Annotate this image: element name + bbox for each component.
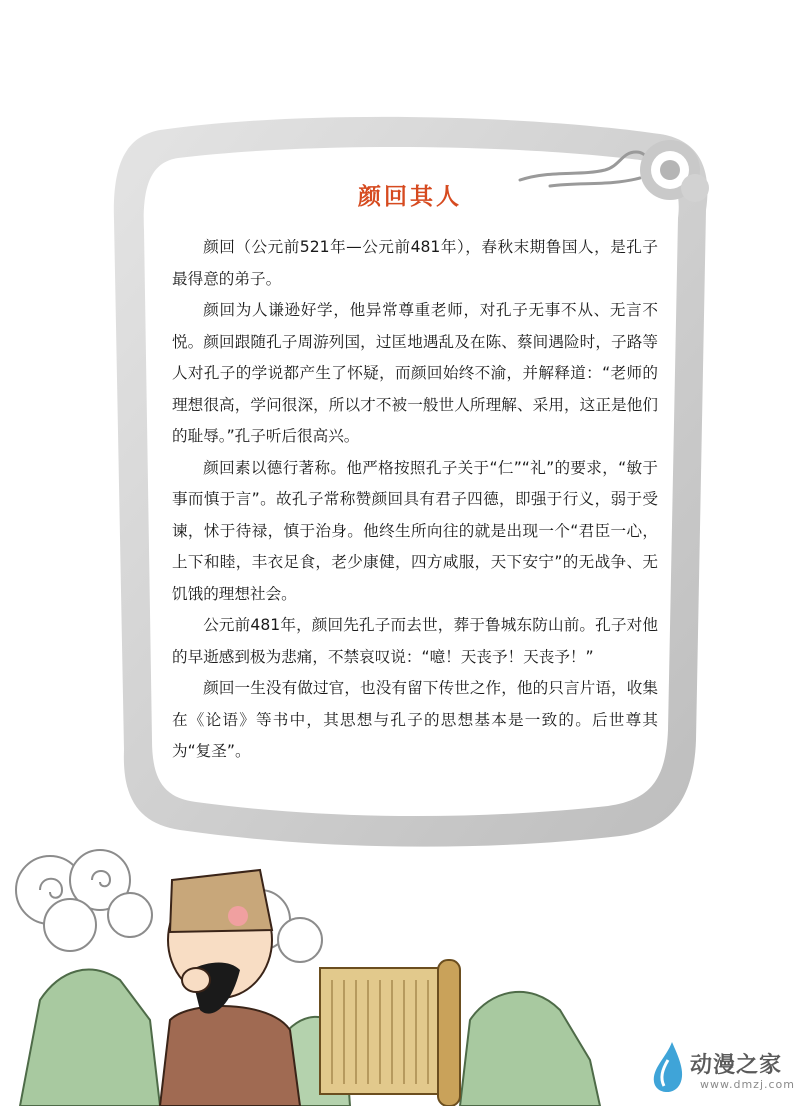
watermark-url[interactable]: www.dmzj.com	[700, 1078, 795, 1091]
paragraph: 公元前481年，颜回先孔子而去世，葬于鲁城东防山前。孔子对他的早逝感到极为悲痛，不禁哀叹说：“噫！天丧予！天丧予！”	[172, 616, 658, 666]
article-body	[172, 232, 658, 768]
page-title: 颜回其人	[358, 184, 462, 210]
bamboo-scroll-icon	[320, 960, 460, 1106]
paragraph: 颜回为人谦逊好学，他异常尊重老师，对孔子无事不从、无言不悦。颜回跟随孔子周游列国，过匡地遇乱及在陈、蔡间遇险时，子路等人对孔子的学说都产生了怀疑，而颜回始终不渝，并解释道：“老师的理想很高，学问很深，所以才不被一般世人所理解、采用，这正是他们的耻辱。”孔子听后很高兴。	[172, 301, 658, 445]
dmzj-logo-icon	[648, 1040, 686, 1096]
paragraph: 颜回（公元前521年—公元前481年），春秋末期鲁国人，是孔子最得意的弟子。	[172, 238, 658, 288]
cartoon-illustration	[0, 820, 620, 1106]
paragraph: 颜回一生没有做过官，也没有留下传世之作，他的只言片语，收集在《论语》等书中，其思想与孔子的思想基本是一致的。后世尊其为“复圣”。	[172, 679, 658, 760]
paragraph: 颜回素以德行著称。他严格按照孔子关于“仁”“礼”的要求，“敏于事而慎于言”。故孔子常称赞颜回具有君子四德，即强于行义，弱于受谏，怵于待禄，慎于治身。他终生所向往的就是出现一个“君臣一心，上下和睦，丰衣足食，老少康健，四方咸服，天下安宁”的无战争、无饥饿的理想社会。	[172, 458, 658, 603]
watermark-name: 动漫之家	[690, 1053, 783, 1078]
